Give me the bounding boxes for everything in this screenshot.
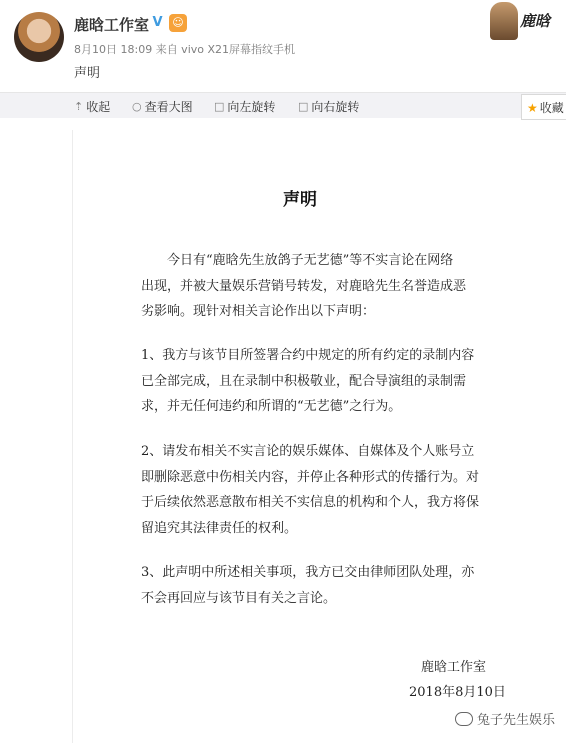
watermark-text: 兔子先生娱乐 xyxy=(477,713,556,728)
statement-paragraph: 今日有“鹿晗先生放鸽子无艺德”等不实言论在网络 出现，并被大量娱乐营销号转发，对鹿晗先生名誉造成恶 劣影响。现针对相关言论作出以下声明： xyxy=(141,253,467,319)
watermark xyxy=(455,709,555,728)
collapse-button[interactable] xyxy=(74,98,110,115)
favorite-label: 收藏 xyxy=(539,101,564,115)
avatar[interactable] xyxy=(14,12,64,62)
rotate-right-icon: □ xyxy=(298,100,309,113)
statement-paragraph: 2、请发布相关不实言论的娱乐媒体、自媒体及个人账号立 即删除恶意中伤相关内容，并停止各种形式的传播行为。对 于后续依然恶意散布相关不实信息的机构和个人，我方将保 留追究其法律责任的权利。 xyxy=(141,444,480,536)
post-header xyxy=(0,0,566,92)
statement-title: 声明 xyxy=(283,190,317,210)
rotate-left-button[interactable] xyxy=(214,98,275,115)
verified-icon: V xyxy=(149,14,166,31)
search-icon: ○ xyxy=(132,100,142,113)
image-toolbar xyxy=(0,92,566,118)
statement-signature: 鹿晗工作室 xyxy=(421,660,487,675)
star-icon: ★ xyxy=(527,101,538,115)
rotate-left-icon: □ xyxy=(214,100,225,113)
collapse-icon: ⇡ xyxy=(74,100,84,113)
statement-paragraph: 3、此声明中所述相关事项，我方已交由律师团队处理，亦 不会再回应与该节目有关之言论。 xyxy=(141,565,475,606)
username[interactable]: 鹿晗工作室 xyxy=(74,16,150,34)
collapse-label: 收起 xyxy=(86,100,111,114)
cover-image xyxy=(458,0,566,42)
rank-badge-icon: ☺ xyxy=(169,14,187,32)
wechat-icon xyxy=(455,712,473,726)
statement-date: 2018年8月10日 xyxy=(409,685,506,700)
statement-paragraph: 1、我方与该节目所签署合约中规定的所有约定的录制内容 已全部完成，且在录制中积极敬业，配合导演组的录制需 求，并无任何违约和所谓的“无艺德”之行为。 xyxy=(141,348,475,414)
rotate-left-label: 向左旋转 xyxy=(227,100,276,114)
cover-text: 鹿晗 xyxy=(520,12,551,30)
statement-image[interactable] xyxy=(72,130,566,743)
favorite-button[interactable] xyxy=(521,94,566,120)
rotate-right-button[interactable] xyxy=(298,98,359,115)
rotate-right-label: 向右旋转 xyxy=(311,100,360,114)
view-large-label: 查看大图 xyxy=(144,100,193,114)
cover-figure xyxy=(490,2,518,40)
post-text: 声明 xyxy=(74,66,101,81)
post-meta: 8月10日 18:09 来自 vivo X21屏幕指纹手机 xyxy=(74,43,296,56)
view-large-button[interactable] xyxy=(132,98,193,115)
